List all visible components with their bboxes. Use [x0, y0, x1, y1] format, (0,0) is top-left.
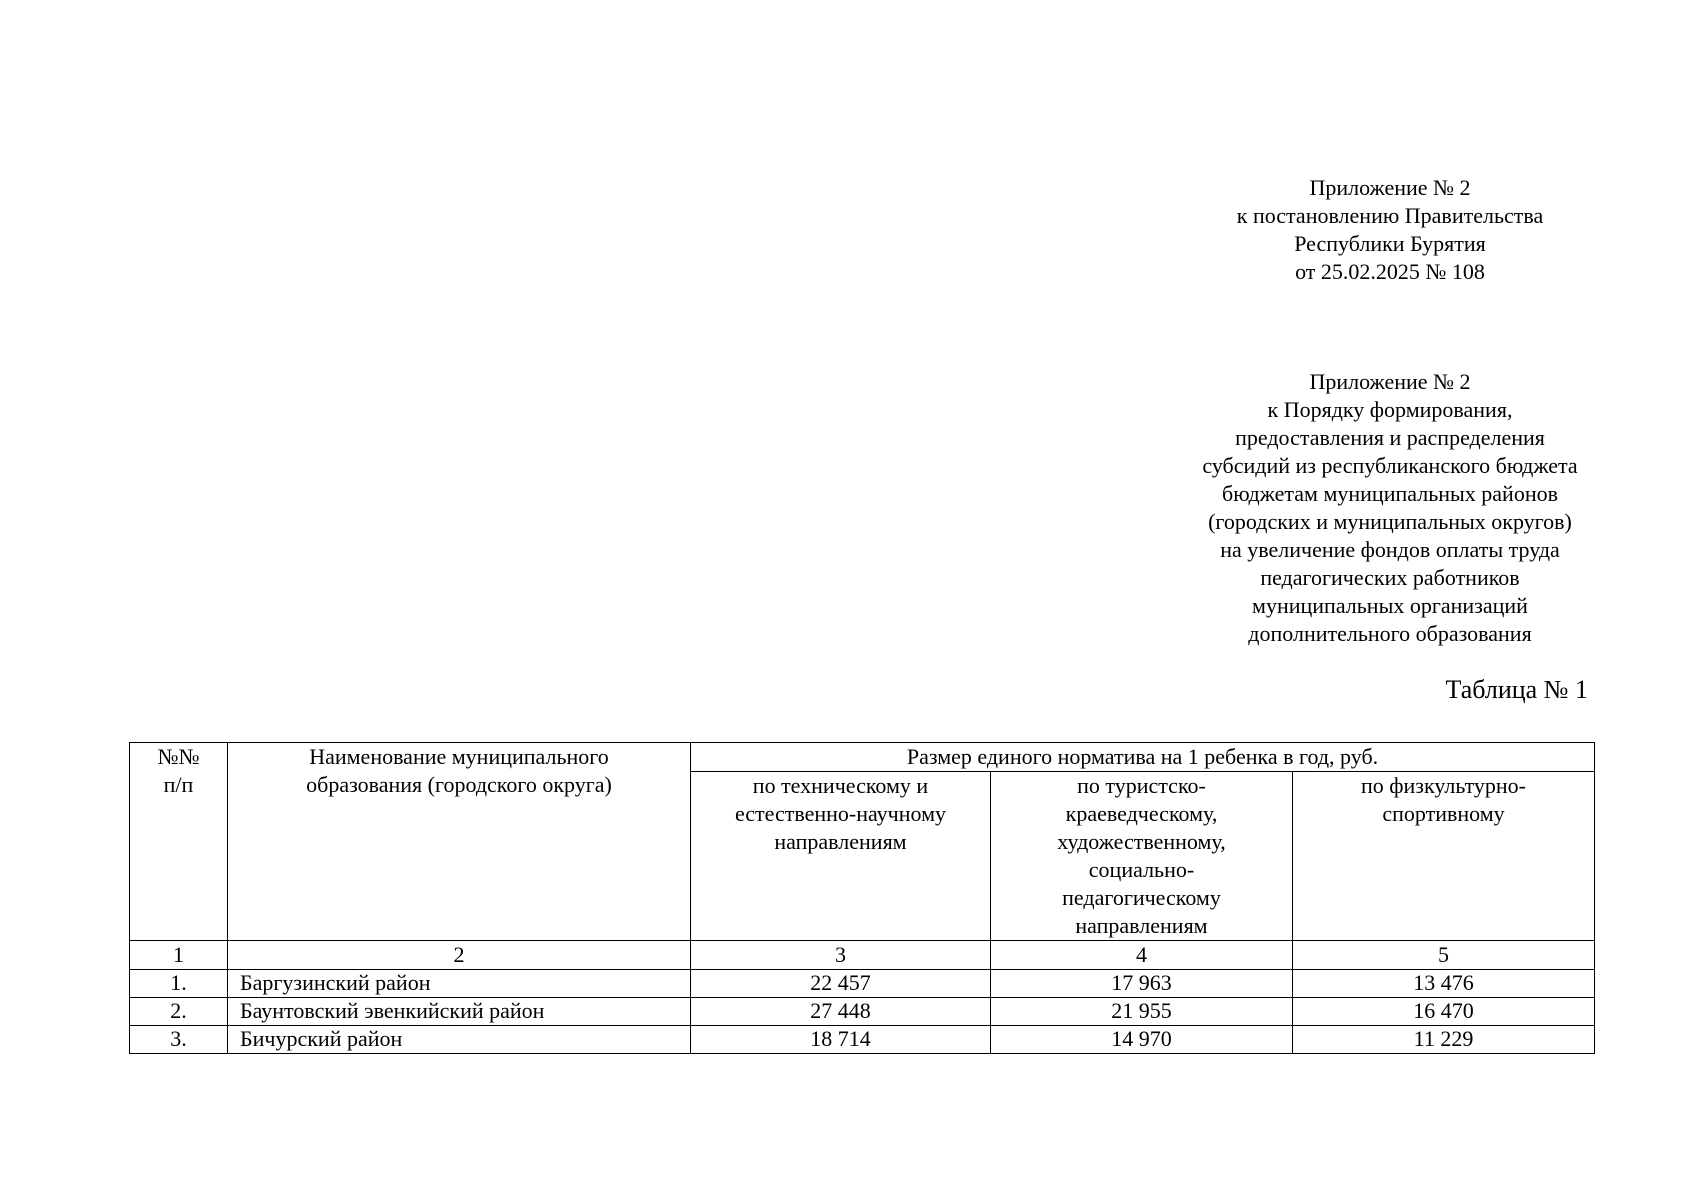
- annex-order-line: к Порядку формирования,: [1267, 397, 1513, 422]
- header-tech-line: по техническому и: [752, 773, 929, 798]
- header-sport-line: спортивному: [1382, 801, 1505, 826]
- table-row: [130, 998, 1595, 1026]
- annex-resolution-block: [1180, 174, 1600, 286]
- header-name-line: Наименование муниципального: [309, 744, 609, 769]
- header-tech-line: естественно-научному: [734, 801, 947, 826]
- annex-order-line: дополнительного образования: [1248, 621, 1532, 646]
- row-tour-value: 14 970: [991, 1026, 1293, 1054]
- row-name: Бичурский район: [228, 1026, 691, 1054]
- column-number-row: [130, 941, 1595, 970]
- header-num-line: №№: [157, 744, 200, 769]
- column-number: 3: [691, 941, 991, 970]
- header-tour-line: педагогическому: [1062, 885, 1221, 910]
- column-number: 2: [228, 941, 691, 970]
- header-name-line: образования (городского округа): [306, 772, 612, 797]
- annex-order-line: муниципальных организаций: [1252, 593, 1528, 618]
- annex-order-line: субсидий из республиканского бюджета: [1202, 453, 1578, 478]
- row-num: 3.: [130, 1026, 228, 1054]
- annex-order-line: предоставления и распределения: [1235, 425, 1545, 450]
- column-number: 5: [1293, 941, 1595, 970]
- header-tour-line: по туристско-: [1077, 773, 1206, 798]
- row-sport-value: 13 476: [1293, 970, 1595, 998]
- table-row: [130, 970, 1595, 998]
- header-group-cell: Размер единого норматива на 1 ребенка в год, руб.: [691, 743, 1595, 772]
- annex-order-line: Приложение № 2: [1309, 369, 1471, 394]
- header-tour-line: художественному,: [1057, 829, 1226, 854]
- column-number: 1: [130, 941, 228, 970]
- header-tour-line: краеведческому,: [1065, 801, 1218, 826]
- header-num-line: п/п: [163, 772, 194, 797]
- header-tech-cell: [691, 772, 991, 941]
- row-tech-value: 22 457: [691, 970, 991, 998]
- header-name-cell: [228, 743, 691, 941]
- row-tech-value: 18 714: [691, 1026, 991, 1054]
- table-caption: Таблица № 1: [1445, 675, 1588, 704]
- row-tour-value: 21 955: [991, 998, 1293, 1026]
- annex-order-line: на увеличение фондов оплаты труда: [1220, 537, 1560, 562]
- row-name: Баргузинский район: [228, 970, 691, 998]
- row-name: Баунтовский эвенкийский район: [228, 998, 691, 1026]
- row-tech-value: 27 448: [691, 998, 991, 1026]
- row-sport-value: 11 229: [1293, 1026, 1595, 1054]
- annex-order-line: педагогических работников: [1260, 565, 1520, 590]
- annex-order-line: (городских и муниципальных округов): [1208, 509, 1572, 534]
- annex-order-block: [1150, 368, 1630, 648]
- annex-resolution-line: от 25.02.2025 № 108: [1295, 259, 1485, 284]
- header-tour-line: социально-: [1088, 857, 1195, 882]
- header-tour-cell: [991, 772, 1293, 941]
- annex-resolution-line: к постановлению Правительства: [1236, 203, 1544, 228]
- annex-order-line: бюджетам муниципальных районов: [1222, 481, 1558, 506]
- annex-resolution-line: Приложение № 2: [1309, 175, 1471, 200]
- header-tour-line: направлениям: [1075, 913, 1208, 938]
- row-num: 2.: [130, 998, 228, 1026]
- table-row: [130, 1026, 1595, 1054]
- header-sport-line: по физкультурно-: [1361, 773, 1526, 798]
- row-tour-value: 17 963: [991, 970, 1293, 998]
- annex-resolution-line: Республики Бурятия: [1294, 231, 1486, 256]
- header-tech-line: направлениям: [774, 829, 907, 854]
- row-sport-value: 16 470: [1293, 998, 1595, 1026]
- column-number: 4: [991, 941, 1293, 970]
- norms-table: [129, 742, 1595, 1054]
- header-num-cell: [130, 743, 228, 941]
- row-num: 1.: [130, 970, 228, 998]
- header-sport-cell: [1293, 772, 1595, 941]
- table-header-row: [130, 743, 1595, 772]
